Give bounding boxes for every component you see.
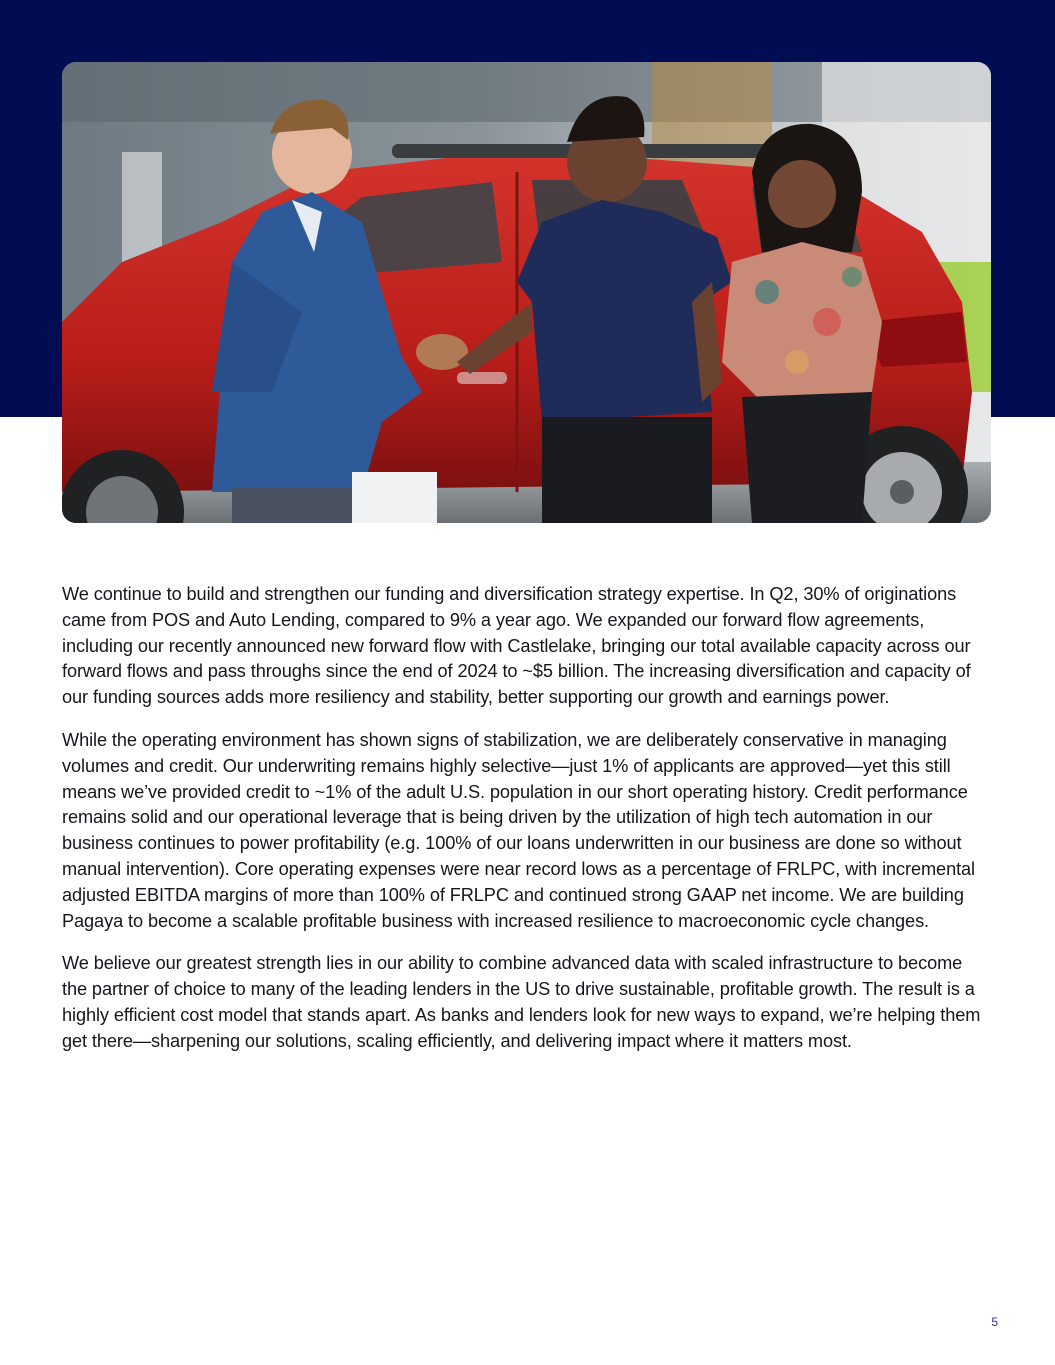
- paragraph-strength: We believe our greatest strength lies in our ability to combine advanced data with scaled infrastructure to become the partner of choice to many of the leading lenders in the US to drive sustainable, profitable growth. The result is a highly efficient cost model that stands apart. As banks and lenders look for new ways to expand, we’re helping them get there—sharpening our solutions, scaling efficiently, and delivering impact where it matters most.: [62, 953, 981, 1051]
- car-dealership-handshake-photo: [62, 62, 991, 523]
- body-text: [62, 582, 992, 1072]
- paragraph-funding: We continue to build and strengthen our funding and diversification strategy expertise. In Q2, 30% of originations came from POS and Auto Lending, compared to 9% a year ago. We expanded our forward flow agreements, including our recently announced new forward flow with Castlelake, bringing our total available capacity across our forward flows and pass throughs since the end of 2024 to ~$5 billion. The increasing diversification and capacity of our funding sources adds more resiliency and stability, better supporting our growth and earnings power.: [62, 584, 971, 708]
- page-number: 5: [991, 1315, 998, 1329]
- paragraph-operating-environment: While the operating environment has shown signs of stabilization, we are deliberately conservative in managing volumes and credit. Our underwriting remains highly selective—just 1% of applicants are approved—yet this still means we’ve provided credit to ~1% of the adult U.S. population in our short operating history. Credit performance remains solid and our operational leverage that is being driven by the utilization of high tech automation in our business continues to power profitability (e.g. 100% of our loans underwritten in our business are done so without manual intervention). Core operating expenses were near record lows as a percentage of FRLPC, with incremental adjusted EBITDA margins of more than 100% of FRLPC and continued strong GAAP net income. We are building Pagaya to become a scalable profitable business with increased resilience to macroeconomic cycle changes.: [62, 729, 975, 931]
- hero-photo: [62, 62, 991, 523]
